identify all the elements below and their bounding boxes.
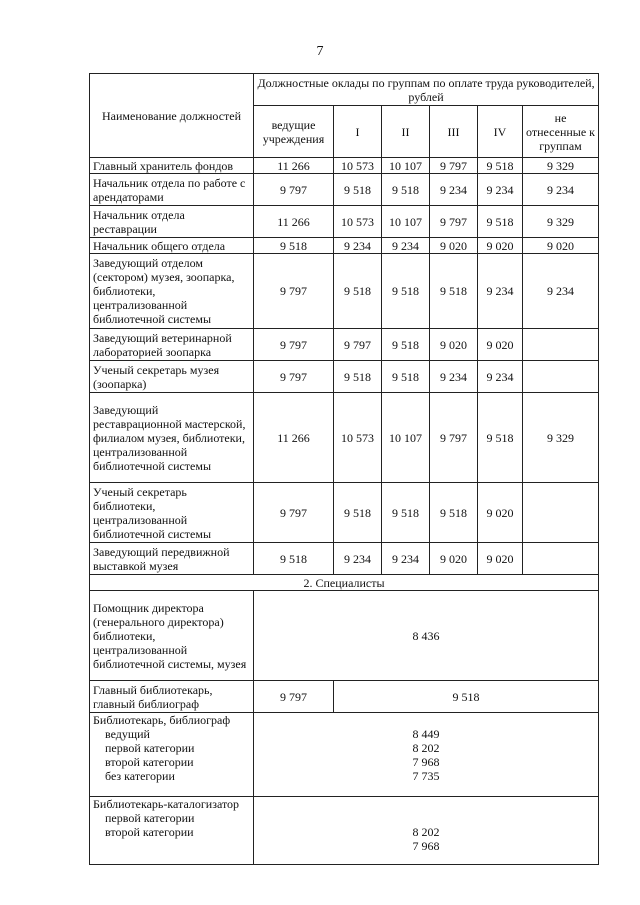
row-value: 9 518 (382, 254, 430, 329)
row-value: 9 234 (523, 174, 599, 206)
table-row (90, 543, 599, 575)
row-value: 9 329 (523, 206, 599, 238)
row-value: 9 518 (382, 174, 430, 206)
row-value (523, 361, 599, 393)
row-value: 9 797 (254, 361, 334, 393)
level-label: первой категории (105, 741, 195, 755)
level-label: второй категории (105, 755, 194, 769)
row-value: 10 573 (334, 158, 382, 174)
row-value: 9 234 (478, 174, 523, 206)
row-value: 9 518 (254, 543, 334, 575)
row-value: 10 107 (382, 393, 430, 483)
row-value: 9 020 (478, 238, 523, 254)
group-header-ii: II (382, 106, 430, 158)
row-value: 9 020 (478, 543, 523, 575)
row-value: 9 518 (478, 206, 523, 238)
row-value: 9 020 (478, 483, 523, 543)
level-value: 8 449 (412, 727, 440, 741)
row-value: 9 797 (254, 254, 334, 329)
table-row (90, 483, 599, 543)
row-value (523, 543, 599, 575)
row-value: 9 234 (334, 543, 382, 575)
row-value: 10 107 (382, 206, 430, 238)
row-value: 9 797 (254, 681, 334, 713)
row-position-name: Ученый секретарь библиотеки, централизованной библиотечной системы (90, 483, 254, 543)
row-position-name: Библиотекарь-каталогизатор (93, 797, 240, 811)
level-value: 7 735 (412, 769, 440, 783)
table-row (90, 393, 599, 483)
row-position-name: Библиотекарь, библиограф (93, 713, 231, 727)
row-position-name: Заведующий передвижной выставкой музея (90, 543, 254, 575)
level-label: второй категории (105, 825, 194, 839)
group-header-lead: ведущие учреждения (254, 106, 334, 158)
row-value: 11 266 (254, 206, 334, 238)
position-column-header: Наименование должностей (90, 74, 254, 158)
librarian-cell (90, 713, 254, 797)
row-value: 9 518 (382, 361, 430, 393)
row-position-name: Помощник директора (генерального директора) библиотеки, централизованной библиотечной системы, музея (90, 591, 254, 681)
table-row (90, 174, 599, 206)
manager-rows (90, 158, 599, 575)
row-value: 9 234 (523, 254, 599, 329)
row-position-name: Начальник отдела реставрации (90, 206, 254, 238)
section-title: 2. Специалисты (90, 575, 599, 591)
row-value: 9 518 (382, 329, 430, 361)
row-value: 9 518 (334, 361, 382, 393)
level-label: первой категории (105, 811, 195, 825)
row-value: 9 234 (430, 361, 478, 393)
row-value: 11 266 (254, 393, 334, 483)
row-value: 9 797 (430, 206, 478, 238)
table-row (90, 206, 599, 238)
table-row (90, 238, 599, 254)
level-value: 7 968 (412, 839, 440, 853)
salary-table (89, 73, 599, 865)
librarian-values (254, 713, 599, 797)
salary-group-header: Должностные оклады по группам по оплате труда руководителей, рублей (254, 74, 599, 106)
row-value: 8 436 (254, 591, 599, 681)
level-label: без категории (105, 769, 175, 783)
row-value: 9 518 (334, 254, 382, 329)
table-row (90, 329, 599, 361)
row-value: 9 797 (430, 393, 478, 483)
table-row (90, 361, 599, 393)
row-position-name: Заведующий реставрационной мастерской, филиалом музея, библиотеки, централизованной библиотечной системы (90, 393, 254, 483)
row-value: 9 020 (430, 329, 478, 361)
table-row (90, 158, 599, 174)
row-value: 9 797 (254, 174, 334, 206)
row-value: 9 329 (523, 393, 599, 483)
row-value: 9 518 (478, 158, 523, 174)
cataloger-cell (90, 797, 254, 865)
row-value: 9 518 (334, 681, 599, 713)
row-value: 9 797 (430, 158, 478, 174)
row-value: 9 518 (254, 238, 334, 254)
row-value (523, 483, 599, 543)
row-value: 9 518 (334, 483, 382, 543)
level-label: ведущий (105, 727, 150, 741)
row-value: 9 518 (430, 483, 478, 543)
row-value: 9 234 (478, 254, 523, 329)
row-value: 9 234 (382, 238, 430, 254)
cataloger-values (254, 797, 599, 865)
row-value: 11 266 (254, 158, 334, 174)
row-value: 9 020 (430, 238, 478, 254)
row-position-name: Начальник общего отдела (90, 238, 254, 254)
row-value: 9 518 (334, 174, 382, 206)
row-position-name: Главный хранитель фондов (90, 158, 254, 174)
group-header-iv: IV (478, 106, 523, 158)
page-number: 7 (316, 44, 324, 59)
row-value: 9 020 (430, 543, 478, 575)
row-value: 9 234 (430, 174, 478, 206)
row-value: 9 234 (382, 543, 430, 575)
group-header-i: I (334, 106, 382, 158)
row-value: 9 234 (334, 238, 382, 254)
row-value (523, 329, 599, 361)
group-header-iii: III (430, 106, 478, 158)
row-value: 10 573 (334, 206, 382, 238)
row-value: 9 797 (254, 483, 334, 543)
row-value: 9 797 (334, 329, 382, 361)
row-value: 10 107 (382, 158, 430, 174)
row-value: 9 797 (254, 329, 334, 361)
row-value: 9 518 (382, 483, 430, 543)
row-value: 9 020 (523, 238, 599, 254)
row-value: 9 518 (478, 393, 523, 483)
row-position-name: Заведующий отделом (сектором) музея, зоопарка, библиотеки, централизованной библиотечной системы (90, 254, 254, 329)
row-position-name: Ученый секретарь музея (зоопарка) (90, 361, 254, 393)
row-value: 9 518 (430, 254, 478, 329)
row-position-name: Начальник отдела по работе с арендаторами (90, 174, 254, 206)
row-position-name: Главный библиотекарь, главный библиограф (90, 681, 254, 713)
row-position-name: Заведующий ветеринарной лабораторией зоопарка (90, 329, 254, 361)
row-value: 10 573 (334, 393, 382, 483)
row-value: 9 020 (478, 329, 523, 361)
table-row (90, 254, 599, 329)
row-value: 9 234 (478, 361, 523, 393)
level-value: 8 202 (412, 741, 440, 755)
row-value: 9 329 (523, 158, 599, 174)
group-header-unassigned: не отнесенные к группам (523, 106, 599, 158)
level-value: 7 968 (412, 755, 440, 769)
level-value: 8 202 (412, 825, 440, 839)
